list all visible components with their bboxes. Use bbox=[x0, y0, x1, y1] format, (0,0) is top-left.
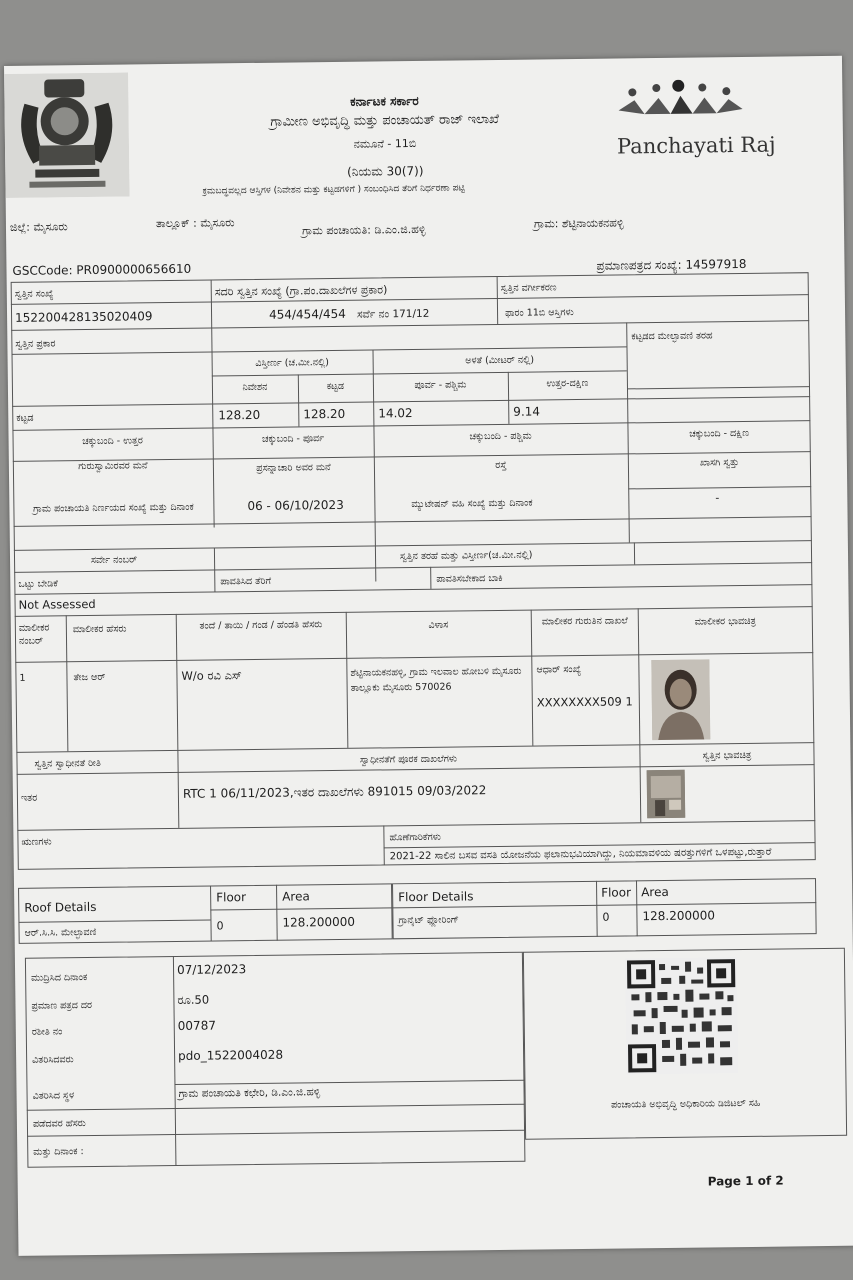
mutation-label: ಮ್ಯುಟೇಷನ್ ವಹಿ ಸಂಖ್ಯೆ ಮತ್ತು ದಿನಾಂಕ bbox=[411, 497, 533, 511]
owner-address: ಶೆಟ್ಟಿನಾಯಕನಹಳ್ಳಿ, ಗ್ರಾಮ ಇಲವಾಲ ಹೋಬಳಿ ಮೈಸೂರು ತಾಲ್ಲೂಕು ಮೈಸೂರು 570026 bbox=[350, 665, 522, 694]
roof-type-value: ಆರ್.ಸಿ.ಸಿ. ಮೇಲ್ಛಾವಣಿ bbox=[24, 926, 97, 939]
responsibilities-value: 2021-22 ಸಾಲಿನ ಬಸವ ವಸತಿ ಯೋಜನೆಯ ಫಲಾನುಭವಿಯಾಗಿದ್ದು, ನಿಯಮಾವಳಿಯ ಷರತ್ತುಗಳಿಗೆ ಒಳಪಟ್ಟು,ರುತ್ತಾರೆ bbox=[389, 846, 772, 863]
owner-number: 1 bbox=[19, 672, 26, 684]
owner-id-type: ಆಧಾರ್ ಸಂಖ್ಯೆ bbox=[536, 663, 582, 676]
property-class-label: ಸ್ವತ್ತಿನ ವರ್ಗೀಕರಣ bbox=[500, 282, 557, 294]
building-area-value: 128.20 bbox=[303, 406, 346, 422]
owner-photo bbox=[651, 659, 710, 740]
boundary-west-label: ಚಕ್ಕುಬಂದಿ - ಪಶ್ಚಿಮ bbox=[469, 430, 532, 443]
issuer-value: pdo_1522004028 bbox=[178, 1047, 284, 1063]
property-class-value: ಫಾರಂ 11ಬಿ ಆಸ್ತಿಗಳು bbox=[504, 307, 574, 319]
survey-number-value: ಸರ್ವೆ ನಂ 171/12 bbox=[356, 307, 430, 321]
property-type-value: ಕಟ್ಟಡ bbox=[16, 412, 34, 424]
issuer-label: ವಿತರಿಸಿದವರು bbox=[32, 1054, 74, 1066]
tax-demand-label: ಒಟ್ಟು ಬೇಡಿಕೆ bbox=[18, 578, 58, 590]
tax-due-label: ಪಾವತಿಸಬೇಕಾದ ಬಾಕಿ bbox=[436, 572, 503, 585]
property-id-label: ಸ್ವತ್ತಿನ ಸಂಖ್ಯೆ bbox=[14, 288, 54, 300]
owner-id-value: XXXXXXXX509 1 bbox=[536, 694, 633, 710]
boundary-east-value: ಪ್ರಸನ್ನಾಚಾರಿ ಅವರ ಮನೆ bbox=[256, 462, 331, 474]
east-west-value: 14.02 bbox=[378, 406, 413, 421]
boundary-north-label: ಚಕ್ಕುಬಂದಿ - ಉತ್ತರ bbox=[82, 435, 143, 448]
resolution-label: ಗ್ರಾಮ ಪಂಚಾಯತಿ ನಿರ್ಣಯದ ಸಂಖ್ಯೆ ಮತ್ತು ದಿನಾಂಕ bbox=[33, 501, 194, 515]
header-rule: (ನಿಯಮ 30(7)) bbox=[347, 163, 424, 179]
owner-number-label: ಮಾಲೀಕರ ನಂಬರ್ bbox=[18, 622, 50, 647]
floor-area-label: Area bbox=[641, 884, 669, 900]
signature-caption: ಪಂಚಾಯತಿ ಅಭಿವೃದ್ಧಿ ಅಧಿಕಾರಿಯ ಡಿಜಿಟಲ್ ಸಹಿ bbox=[610, 1097, 761, 1111]
certificate-page bbox=[4, 56, 853, 1256]
boundary-south-label: ಚಕ್ಕುಬಂದಿ - ದಕ್ಷಿಣ bbox=[689, 427, 749, 440]
panchayati-raj-logo-icon bbox=[610, 79, 751, 127]
site-label: ನಿವೇಶನ bbox=[242, 381, 268, 394]
floor-area-value: 128.200000 bbox=[642, 908, 716, 924]
property-id-value: 152200428135020409 bbox=[14, 309, 153, 325]
area-label: ವಿಸ್ತೀರ್ಣ (ಚ.ಮೀ.ನಲ್ಲಿ) bbox=[255, 357, 330, 369]
owner-relation-label: ತಂದೆ / ತಾಯಿ / ಗಂಡ / ಹೆಂಡತಿ ಹೆಸರು bbox=[199, 619, 323, 632]
east-west-label: ಪೂರ್ವ - ಪಶ್ಚಿಮ bbox=[414, 379, 467, 392]
header-description: ಕ್ರಮಬದ್ಧವಲ್ಲದ ಆಸ್ತಿಗಳ (ನಿವೇಶನ ಮತ್ತು ಕಟ್ಟಡಗಳಿಗೆ ) ಸಂಬಂಧಿಸಿದ ತೆರಿಗೆ ನಿರ್ಧರಣಾ ಪಟ್ಟಿ bbox=[202, 183, 465, 197]
fee-label: ಪ್ರಮಾಣ ಪತ್ರದ ದರ bbox=[31, 999, 93, 1012]
roof-floor-value: 0 bbox=[216, 919, 224, 933]
tax-demand-value: Not Assessed bbox=[18, 596, 96, 612]
print-date-label: ಮುದ್ರಿಸಿದ ದಿನಾಂಕ bbox=[31, 972, 88, 984]
responsibilities-label: ಹೊಣೆಗಾರಿಕೆಗಳು bbox=[389, 831, 441, 844]
liabilities-label: ಋಣಗಳು bbox=[21, 836, 52, 848]
taluk: ತಾಲ್ಲೂಕ್ : ಮೈಸೂರು bbox=[155, 216, 235, 231]
header-govt: ಕರ್ನಾಟಕ ಸರ್ಕಾರ bbox=[350, 93, 419, 109]
recipient-label: ಪಡೆದವರ ಹೆಸರು bbox=[32, 1118, 86, 1130]
page-number: Page 1 of 2 bbox=[707, 1173, 784, 1189]
floor-details-label: Floor Details bbox=[398, 889, 474, 905]
site-area-value: 128.20 bbox=[218, 407, 261, 423]
certificate-number: ಪ್ರಮಾಣಪತ್ರದ ಸಂಖ್ಯೆ: 14597918 bbox=[596, 256, 747, 273]
floor-floor-label: Floor bbox=[601, 885, 632, 900]
ownership-docs-value: RTC 1 06/11/2023,ಇತರ ದಾಖಲೆಗಳು 891015 09/03/2022 bbox=[182, 783, 487, 801]
logo-text: Panchayati Raj bbox=[616, 132, 776, 159]
survey-type-area-label: ಸ್ವತ್ತಿನ ತರಹೆ ಮತ್ತು ವಿಸ್ತೀರ್ಣ(ಚ.ಮೀ.ನಲ್ಲಿ) bbox=[399, 549, 533, 563]
owner-relation: W/o ರವಿ ಎಸ್ bbox=[181, 668, 242, 683]
property-number-label: ಸದರಿ ಸ್ವತ್ತಿನ ಸಂಖ್ಯೆ (ಗ್ರಾ.ಪಂ.ದಾಖಲೆಗಳ ಪ್ರಕಾರ) bbox=[214, 283, 388, 299]
measurement-label: ಅಳತೆ (ಮೀಟರ್ ನಲ್ಲಿ) bbox=[465, 354, 535, 367]
survey-label: ಸರ್ವೇ ನಂಬರ್ bbox=[90, 554, 138, 566]
property-type-label: ಸ್ವತ್ತಿನ ಪ್ರಕಾರ bbox=[15, 338, 56, 350]
roof-type-label: ಕಟ್ಟಡದ ಮೇಲ್ಛಾವಣಿ ತರಹ bbox=[631, 330, 713, 343]
ownership-method-label: ಸ್ವತ್ತಿನ ಸ್ವಾಧೀನತೆ ರೀತಿ bbox=[34, 757, 101, 770]
header-department: ಗ್ರಾಮೀಣ ಅಭಿವೃದ್ಧಿ ಮತ್ತು ಪಂಚಾಯತ್ ರಾಜ್ ಇಲಾಖೆ bbox=[270, 111, 500, 130]
owner-photo-label: ಮಾಲೀಕರ ಭಾವಚಿತ್ರ bbox=[694, 615, 757, 628]
receipt-value: 00787 bbox=[177, 1018, 217, 1033]
roof-details-label: Roof Details bbox=[24, 899, 97, 915]
boundary-north-value: ಗುರುಸ್ವಾಮಿರವರ ಮನೆ bbox=[78, 460, 148, 473]
property-number-value: 454/454/454 bbox=[268, 306, 346, 322]
property-photo bbox=[647, 770, 686, 818]
boundary-west-value: ರಸ್ತೆ bbox=[495, 459, 507, 472]
gsc-code: GSCCode: PR0900000656610 bbox=[12, 261, 192, 278]
roof-floor-label: Floor bbox=[216, 890, 247, 905]
ownership-method-value: ಇತರ bbox=[20, 792, 38, 804]
building-label: ಕಟ್ಟಡ bbox=[326, 380, 345, 393]
issue-place-label: ವಿತರಿಸಿದ ಸ್ಥಳ bbox=[32, 1090, 75, 1102]
north-south-value: 9.14 bbox=[513, 404, 541, 419]
qr-code-icon bbox=[625, 957, 738, 1074]
owner-address-label: ವಿಳಾಸ bbox=[428, 619, 449, 631]
district: ಜಿಲ್ಲೆ: ಮೈಸೂರು bbox=[9, 220, 68, 234]
floor-floor-value: 0 bbox=[602, 910, 610, 924]
boundary-south-value: ಖಾಸಗಿ ಸ್ವತ್ತು bbox=[699, 457, 740, 469]
receipt-label: ರಶೀತಿ ನಂ bbox=[31, 1026, 63, 1038]
roof-area-value: 128.200000 bbox=[282, 914, 356, 930]
owner-id-label: ಮಾಲೀಕರ ಗುರುತಿನ ದಾಖಲೆ bbox=[541, 615, 628, 628]
owner-name: ತೇಜ ಆರ್ bbox=[73, 671, 106, 684]
owner-name-label: ಮಾಲೀಕರ ಹೆಸರು bbox=[72, 623, 127, 636]
karnataka-emblem bbox=[4, 72, 130, 198]
recipient-date-label: ಮತ್ತು ದಿನಾಂಕ : bbox=[33, 1146, 84, 1158]
ownership-docs-label: ಸ್ವಾಧೀನತೆಗೆ ಪೂರಕ ದಾಖಲೆಗಳು bbox=[359, 753, 458, 766]
issue-place-value: ಗ್ರಾಮ ಪಂಚಾಯತಿ ಕಛೇರಿ, ಡಿ.ಎಂ.ಜಿ.ಹಳ್ಳಿ bbox=[178, 1086, 321, 1100]
north-south-label: ಉತ್ತರ-ದಕ್ಷಿಣ bbox=[546, 377, 589, 390]
boundary-east-label: ಚಕ್ಕುಬಂದಿ - ಪೂರ್ವ bbox=[261, 433, 325, 445]
village: ಗ್ರಾಮ: ಶೆಟ್ಟಿನಾಯಕನಹಳ್ಳಿ bbox=[533, 216, 624, 231]
resolution-value: 06 - 06/10/2023 bbox=[247, 497, 344, 514]
tax-paid-label: ಪಾವತಿಸಿದ ತೆರಿಗೆ bbox=[220, 575, 272, 588]
fee-value: ರೂ.50 bbox=[177, 992, 210, 1007]
property-photo-label: ಸ್ವತ್ತಿನ ಭಾವಚಿತ್ರ bbox=[702, 749, 752, 762]
roof-area-label: Area bbox=[282, 889, 310, 904]
mutation-value: - bbox=[715, 491, 720, 505]
header-form: ನಮೂನೆ - 11ಬಿ bbox=[353, 136, 417, 151]
print-date-value: 07/12/2023 bbox=[176, 962, 247, 977]
gram-panchayat: ಗ್ರಾಮ ಪಂಚಾಯತಿ: ಡಿ.ಎಂ.ಜಿ.ಹಳ್ಳಿ bbox=[301, 222, 426, 238]
floor-type-value: ಗ್ರಾನೈಟ್ ಫ್ಲೋರಿಂಗ್ bbox=[398, 914, 459, 927]
